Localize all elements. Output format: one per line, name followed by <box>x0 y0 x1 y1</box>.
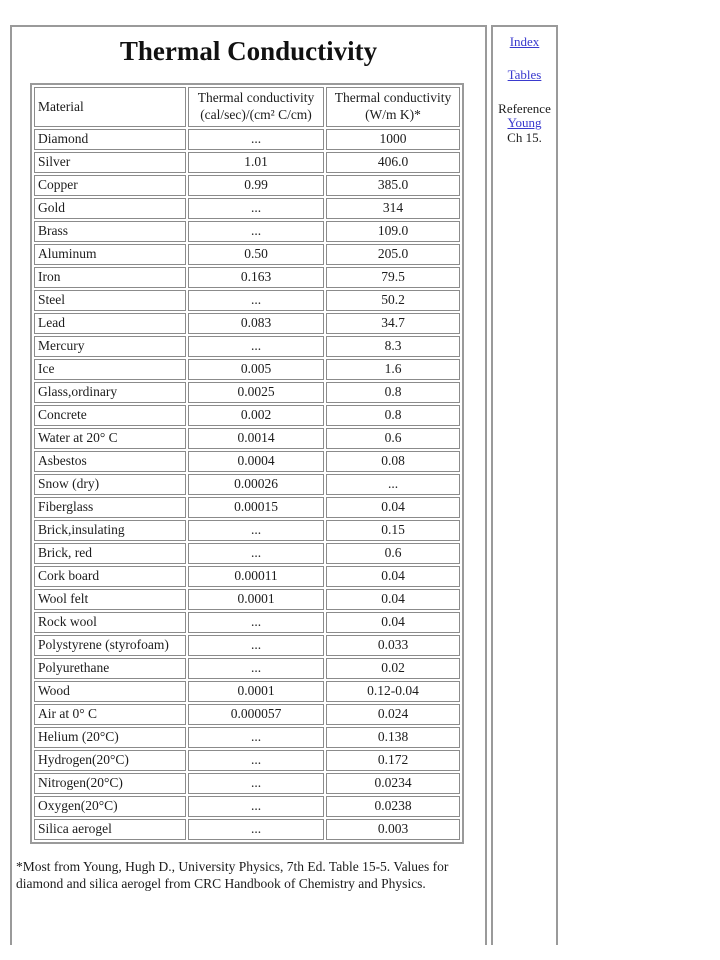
si-value-cell: 0.6 <box>326 428 460 449</box>
cgs-value-cell: ... <box>188 773 324 794</box>
sidebar <box>491 25 558 945</box>
table-row <box>34 152 460 173</box>
material-cell: Nitrogen(20°C) <box>34 773 186 794</box>
cgs-value-cell: ... <box>188 635 324 656</box>
cgs-value-cell: 0.083 <box>188 313 324 334</box>
young-link[interactable]: Young <box>507 115 542 131</box>
si-value-cell: 0.04 <box>326 497 460 518</box>
table-row <box>34 704 460 725</box>
table-row <box>34 244 460 265</box>
conductivity-table <box>30 83 464 844</box>
si-value-cell: 1000 <box>326 129 460 150</box>
si-value-cell: 314 <box>326 198 460 219</box>
si-value-cell: 0.172 <box>326 750 460 771</box>
table-row <box>34 796 460 817</box>
material-cell: Polyurethane <box>34 658 186 679</box>
material-cell: Diamond <box>34 129 186 150</box>
cgs-value-cell: 0.0004 <box>188 451 324 472</box>
material-cell: Hydrogen(20°C) <box>34 750 186 771</box>
si-value-cell: 0.08 <box>326 451 460 472</box>
header-line: (W/m K)* <box>365 107 421 122</box>
cgs-value-cell: 0.0001 <box>188 681 324 702</box>
cgs-value-cell: ... <box>188 750 324 771</box>
cgs-value-cell: 0.163 <box>188 267 324 288</box>
cgs-value-cell: 0.00026 <box>188 474 324 495</box>
si-value-cell: 109.0 <box>326 221 460 242</box>
main-content-panel <box>10 25 487 945</box>
table-row <box>34 336 460 357</box>
si-value-cell: 0.6 <box>326 543 460 564</box>
table-row <box>34 566 460 587</box>
table-row <box>34 267 460 288</box>
col-header-cgs-units <box>188 87 324 127</box>
material-cell: Mercury <box>34 336 186 357</box>
si-value-cell: 0.04 <box>326 612 460 633</box>
si-value-cell: 0.02 <box>326 658 460 679</box>
material-cell: Water at 20° C <box>34 428 186 449</box>
cgs-value-cell: ... <box>188 520 324 541</box>
table-row <box>34 474 460 495</box>
table-row <box>34 750 460 771</box>
cgs-value-cell: 0.50 <box>188 244 324 265</box>
page-title: Thermal Conductivity <box>119 36 378 66</box>
cgs-value-cell: 0.00011 <box>188 566 324 587</box>
material-cell: Wool felt <box>34 589 186 610</box>
table-header-row <box>34 87 460 127</box>
table-row <box>34 313 460 334</box>
table-row <box>34 290 460 311</box>
material-cell: Snow (dry) <box>34 474 186 495</box>
material-cell: Oxygen(20°C) <box>34 796 186 817</box>
table-row <box>34 543 460 564</box>
material-cell: Silver <box>34 152 186 173</box>
header-line: Thermal conductivity <box>197 90 315 106</box>
si-value-cell: 0.0238 <box>326 796 460 817</box>
table-row <box>34 359 460 380</box>
table-row <box>34 681 460 702</box>
material-cell: Brass <box>34 221 186 242</box>
table-row <box>34 382 460 403</box>
cgs-value-cell: 0.0001 <box>188 589 324 610</box>
table-row <box>34 428 460 449</box>
si-value-cell: ... <box>326 474 460 495</box>
material-cell: Steel <box>34 290 186 311</box>
header-line: (cal/sec)/(cm² C/cm) <box>200 107 312 122</box>
cgs-value-cell: ... <box>188 612 324 633</box>
footnote: *Most from Young, Hugh D., University Physics, 7th Ed. Table 15-5. Values for diamond and silica aerogel from CRC Handbook of Chemistry and Physics. <box>16 859 449 891</box>
table-row <box>34 520 460 541</box>
material-cell: Silica aerogel <box>34 819 186 840</box>
cgs-value-cell: ... <box>188 290 324 311</box>
col-header-si-units <box>326 87 460 127</box>
cgs-value-cell: ... <box>188 658 324 679</box>
si-value-cell: 0.024 <box>326 704 460 725</box>
si-value-cell: 0.003 <box>326 819 460 840</box>
reference-label: Reference <box>498 100 551 116</box>
material-cell: Polystyrene (styrofoam) <box>34 635 186 656</box>
si-value-cell: 0.04 <box>326 589 460 610</box>
material-cell: Glass,ordinary <box>34 382 186 403</box>
cgs-value-cell: 0.000057 <box>188 704 324 725</box>
table-body <box>34 129 460 840</box>
si-value-cell: 0.138 <box>326 727 460 748</box>
table-row <box>34 658 460 679</box>
si-value-cell: 385.0 <box>326 175 460 196</box>
material-cell: Air at 0° C <box>34 704 186 725</box>
si-value-cell: 0.0234 <box>326 773 460 794</box>
cgs-value-cell: 0.005 <box>188 359 324 380</box>
cgs-value-cell: 0.002 <box>188 405 324 426</box>
material-cell: Concrete <box>34 405 186 426</box>
cgs-value-cell: ... <box>188 129 324 150</box>
material-cell: Cork board <box>34 566 186 587</box>
material-cell: Asbestos <box>34 451 186 472</box>
table-row <box>34 129 460 150</box>
table-row <box>34 589 460 610</box>
table-row <box>34 198 460 219</box>
table-row <box>34 175 460 196</box>
cgs-value-cell: ... <box>188 198 324 219</box>
material-cell: Brick,insulating <box>34 520 186 541</box>
si-value-cell: 50.2 <box>326 290 460 311</box>
material-cell: Rock wool <box>34 612 186 633</box>
material-cell: Ice <box>34 359 186 380</box>
table-row <box>34 405 460 426</box>
tables-link[interactable]: Tables <box>507 66 542 82</box>
si-value-cell: 0.15 <box>326 520 460 541</box>
si-value-cell: 0.04 <box>326 566 460 587</box>
material-cell: Copper <box>34 175 186 196</box>
table-row <box>34 819 460 840</box>
material-cell: Helium (20°C) <box>34 727 186 748</box>
table-row <box>34 612 460 633</box>
si-value-cell: 79.5 <box>326 267 460 288</box>
table-row <box>34 773 460 794</box>
col-header-material <box>34 87 186 127</box>
cgs-value-cell: ... <box>188 819 324 840</box>
material-cell: Gold <box>34 198 186 219</box>
header-line: Thermal conductivity <box>334 90 452 106</box>
material-cell: Aluminum <box>34 244 186 265</box>
table-row <box>34 635 460 656</box>
si-value-cell: 406.0 <box>326 152 460 173</box>
table-row <box>34 451 460 472</box>
si-value-cell: 205.0 <box>326 244 460 265</box>
si-value-cell: 0.033 <box>326 635 460 656</box>
cgs-value-cell: 1.01 <box>188 152 324 173</box>
header-line: Material <box>38 98 84 114</box>
si-value-cell: 8.3 <box>326 336 460 357</box>
cgs-value-cell: ... <box>188 727 324 748</box>
material-cell: Fiberglass <box>34 497 186 518</box>
cgs-value-cell: 0.99 <box>188 175 324 196</box>
si-value-cell: 0.8 <box>326 382 460 403</box>
material-cell: Lead <box>34 313 186 334</box>
table-row <box>34 221 460 242</box>
reference-chapter: Ch 15. <box>507 129 542 145</box>
cgs-value-cell: 0.00015 <box>188 497 324 518</box>
si-value-cell: 1.6 <box>326 359 460 380</box>
si-value-cell: 0.12-0.04 <box>326 681 460 702</box>
cgs-value-cell: ... <box>188 336 324 357</box>
index-link[interactable]: Index <box>509 34 540 49</box>
material-cell: Wood <box>34 681 186 702</box>
reference-block <box>493 102 556 146</box>
cgs-value-cell: ... <box>188 796 324 817</box>
material-cell: Iron <box>34 267 186 288</box>
si-value-cell: 0.8 <box>326 405 460 426</box>
table-row <box>34 727 460 748</box>
si-value-cell: 34.7 <box>326 313 460 334</box>
material-cell: Brick, red <box>34 543 186 564</box>
cgs-value-cell: ... <box>188 543 324 564</box>
cgs-value-cell: 0.0014 <box>188 428 324 449</box>
table-row <box>34 497 460 518</box>
cgs-value-cell: 0.0025 <box>188 382 324 403</box>
cgs-value-cell: ... <box>188 221 324 242</box>
